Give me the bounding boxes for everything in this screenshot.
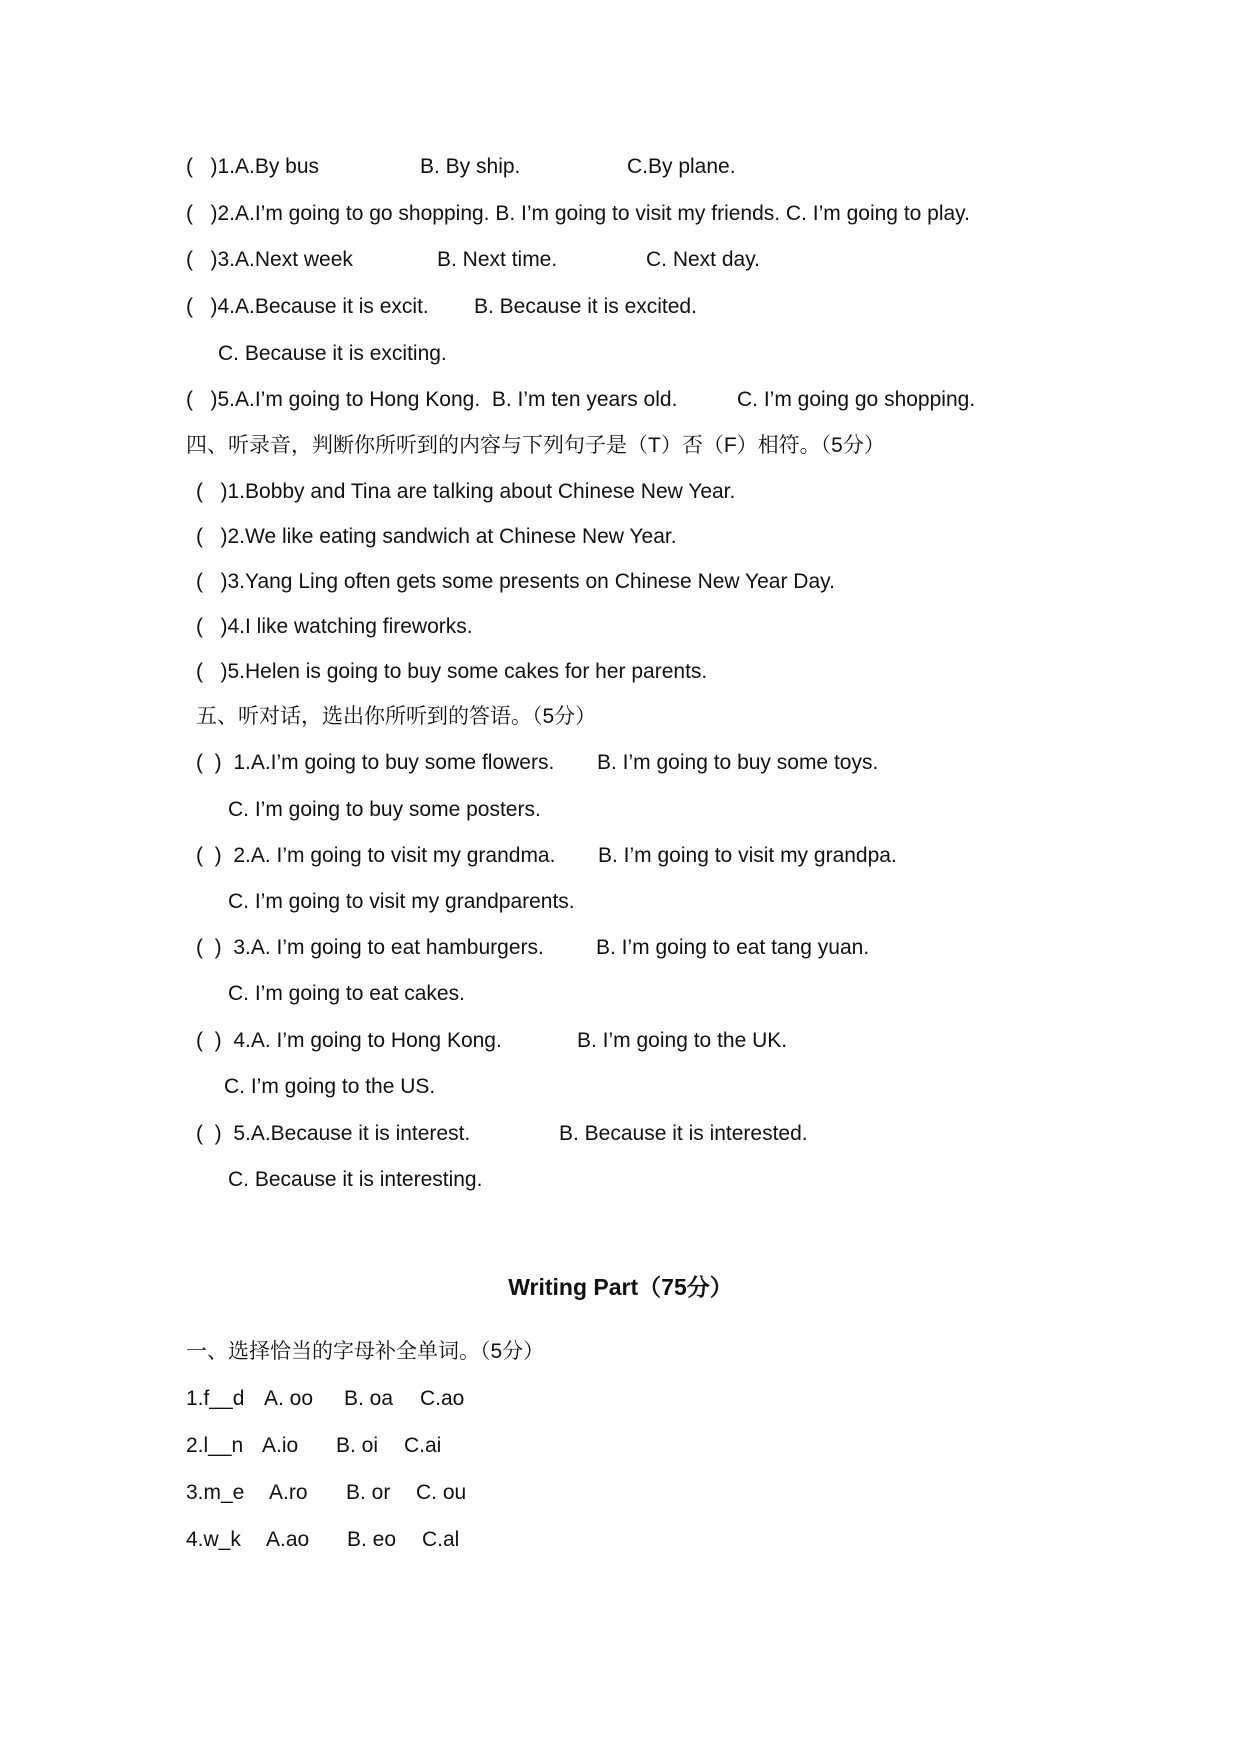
s4-item-3: ( )3.Yang Ling often gets some presents on Chinese New Year Day. — [196, 570, 835, 593]
w-q1-option-c: C.ao — [420, 1387, 465, 1410]
s5-q5-option-a: ( ) 5.A.Because it is interest. — [196, 1122, 471, 1145]
w-q4-option-a: A.ao — [266, 1528, 310, 1551]
w-q2-option-a: A.io — [262, 1434, 299, 1457]
w-q4-option-c: C.al — [422, 1528, 460, 1551]
s5-q4-option-c: C. I’m going to the US. — [224, 1075, 436, 1098]
writing-part-title: Writing Part（75分） — [508, 1274, 733, 1300]
w-q3-word: 3.m_e — [186, 1481, 245, 1504]
s3-q1-option-c: C.By plane. — [627, 155, 736, 178]
s4-item-1: ( )1.Bobby and Tina are talking about Chinese New Year. — [196, 480, 736, 503]
w-q2-word: 2.l__n — [186, 1434, 244, 1457]
s4-item-4: ( )4.I like watching fireworks. — [196, 615, 473, 638]
s5-q1-option-c: C. I’m going to buy some posters. — [228, 798, 541, 821]
s3-q3-option-b: B. Next time. — [437, 248, 558, 271]
s5-q3-option-b: B. I’m going to eat tang yuan. — [596, 936, 870, 959]
w-q1-option-a: A. oo — [264, 1387, 314, 1410]
s5-q2-option-a: ( ) 2.A. I’m going to visit my grandma. — [196, 844, 556, 867]
s3-q4: ( )4.A.Because it is excit. — [186, 295, 429, 318]
s3-q3-option-c: C. Next day. — [646, 248, 760, 271]
s4-item-2: ( )2.We like eating sandwich at Chinese New Year. — [196, 525, 677, 548]
w-q3-option-b: B. or — [346, 1481, 391, 1504]
s3-q1-option-b: B. By ship. — [420, 155, 521, 178]
s5-q1-option-a: ( ) 1.A.I’m going to buy some flowers. — [196, 751, 555, 774]
w-q3-option-c: C. ou — [416, 1481, 467, 1504]
s3-q5-option-c: C. I’m going go shopping. — [737, 388, 976, 411]
s3-q5: ( )5.A.I’m going to Hong Kong. B. I’m ten years old. — [186, 388, 678, 411]
s3-q2: ( )2.A.I’m going to go shopping. B. I’m going to visit my friends. C. I’m going to play. — [186, 202, 970, 225]
s5-q1-option-b: B. I’m going to buy some toys. — [597, 751, 879, 774]
w-q1-word: 1.f__d — [186, 1387, 245, 1410]
s5-q2-option-b: B. I’m going to visit my grandpa. — [598, 844, 897, 867]
s5-q4-option-a: ( ) 4.A. I’m going to Hong Kong. — [196, 1029, 502, 1052]
w-q3-option-a: A.ro — [269, 1481, 308, 1504]
s3-q4-option-b: B. Because it is excited. — [474, 295, 697, 318]
writing-section-1-heading: 一、选择恰当的字母补全单词。（5分） — [186, 1340, 545, 1363]
s5-q3-option-a: ( ) 3.A. I’m going to eat hamburgers. — [196, 936, 544, 959]
w-q2-option-b: B. oi — [336, 1434, 379, 1457]
s3-q1: ( )1.A.By bus — [186, 155, 320, 178]
s5-q5-option-b: B. Because it is interested. — [559, 1122, 808, 1145]
w-q2-option-c: C.ai — [404, 1434, 442, 1457]
w-q4-word: 4.w_k — [186, 1528, 241, 1551]
w-q1-option-b: B. oa — [344, 1387, 394, 1410]
s4-item-5: ( )5.Helen is going to buy some cakes for her parents. — [196, 660, 708, 683]
s3-q3: ( )3.A.Next week — [186, 248, 353, 271]
section-4-heading: 四、听录音，判断你所听到的内容与下列句子是（T）否（F）相符。（5分） — [186, 434, 885, 457]
s5-q3-option-c: C. I’m going to eat cakes. — [228, 982, 465, 1005]
w-q4-option-b: B. eo — [347, 1528, 397, 1551]
s3-q4-option-c: C. Because it is exciting. — [218, 342, 447, 365]
s5-q4-option-b: B. I’m going to the UK. — [577, 1029, 788, 1052]
section-5-heading: 五、听对话，选出你所听到的答语。（5分） — [196, 705, 597, 728]
s5-q5-option-c: C. Because it is interesting. — [228, 1168, 483, 1191]
s5-q2-option-c: C. I’m going to visit my grandparents. — [228, 890, 575, 913]
